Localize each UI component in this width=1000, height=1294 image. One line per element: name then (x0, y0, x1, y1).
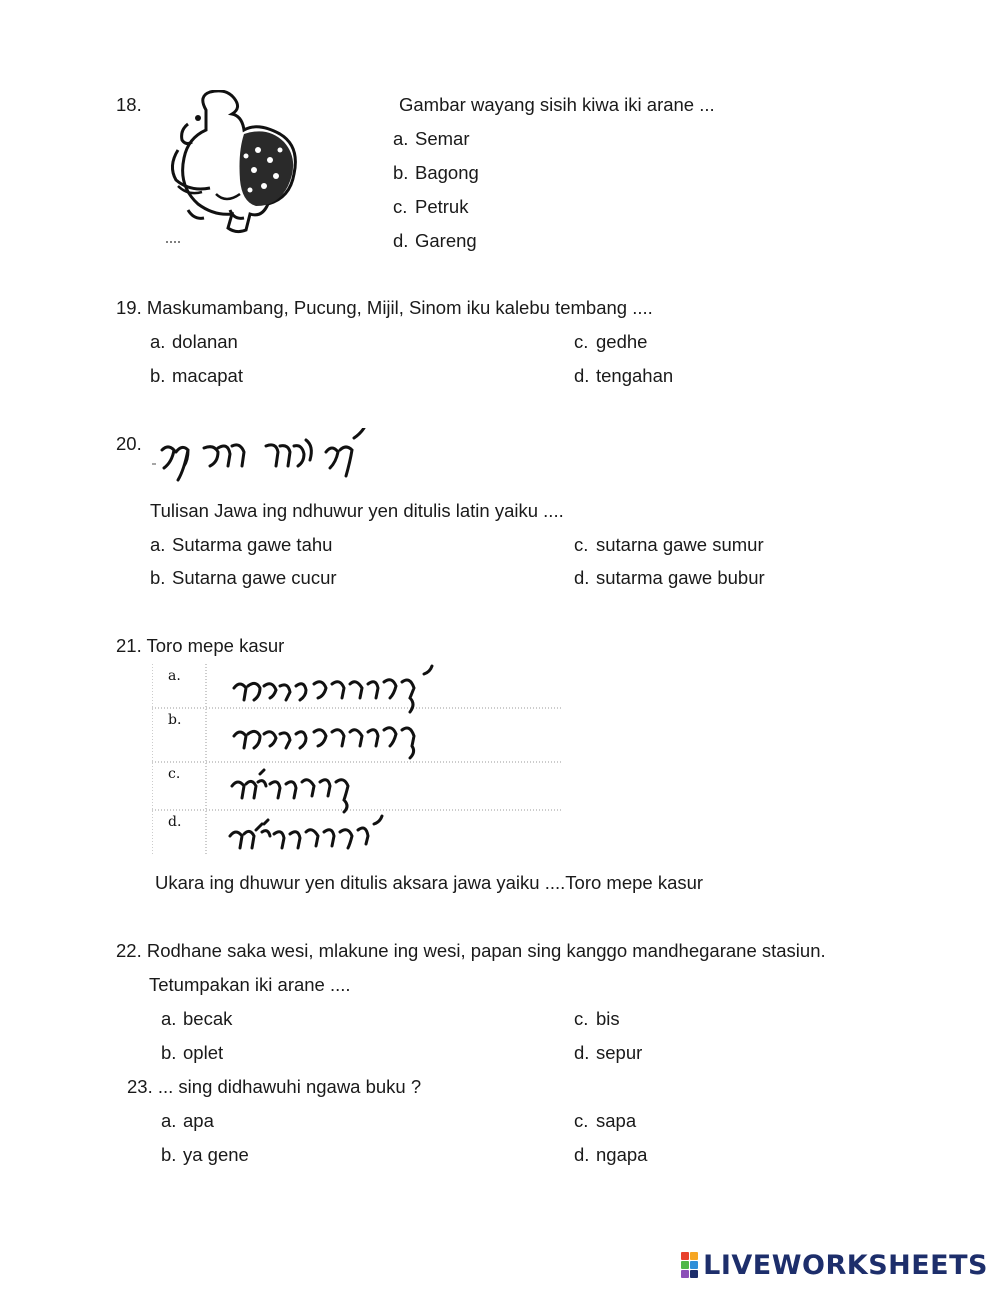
logo-square (690, 1252, 698, 1260)
option-letter: b. (150, 365, 166, 386)
javanese-option-b (234, 728, 414, 758)
javanese-option-c (232, 770, 348, 812)
q22-question-line2: Tetumpakan iki arane .... (149, 974, 351, 995)
q20-number: 20. (116, 433, 142, 454)
q20-question: Tulisan Jawa ing ndhuwur yen ditulis latin yaiku .... (150, 500, 564, 521)
q22-question-line1: 22. Rodhane saka wesi, mlakune ing wesi, papan sing kanggo mandhegarane stasiun. (116, 940, 826, 961)
q23-option-c[interactable] (574, 1110, 636, 1132)
option-text: sutarna gawe sumur (596, 534, 764, 555)
option-letter: a. (161, 1008, 177, 1029)
q23-question: 23. ... sing didhawuhi ngawa buku ? (127, 1076, 422, 1097)
option-letter: d. (574, 567, 590, 588)
option-letter: d. (574, 365, 590, 386)
option-letter: c. (393, 196, 408, 217)
javanese-option-d (230, 816, 382, 848)
option-letter: c. (574, 331, 589, 352)
liveworksheets-logo-icon (681, 1252, 698, 1278)
option-text: bis (596, 1008, 620, 1029)
option-text: oplet (183, 1042, 224, 1063)
option-letter: b. (393, 162, 409, 183)
table-letter-d: d. (168, 814, 182, 830)
option-letter: a. (150, 534, 166, 555)
q20-option-a[interactable] (150, 534, 332, 556)
q20-option-b[interactable] (150, 567, 337, 589)
option-letter: a. (150, 331, 166, 352)
table-letter-c: c. (168, 766, 181, 782)
javanese-script-image (148, 428, 378, 489)
option-text: Semar (415, 128, 470, 149)
option-text: sepur (596, 1042, 643, 1063)
option-text: Sutarna gawe cucur (172, 567, 337, 588)
option-text: ngapa (596, 1144, 648, 1165)
option-text: Bagong (415, 162, 479, 183)
javanese-option-a (234, 666, 432, 712)
q18-number: 18. (116, 94, 142, 115)
q22-option-a[interactable] (161, 1008, 232, 1030)
option-letter: d. (574, 1042, 590, 1063)
option-text: sutarma gawe bubur (596, 567, 765, 588)
q23-option-d[interactable] (574, 1144, 647, 1166)
option-letter: d. (574, 1144, 590, 1165)
q23-option-b[interactable] (161, 1144, 249, 1166)
logo-text: LIVEWORKSHEETS (703, 1249, 988, 1281)
javanese-options-table (152, 664, 562, 856)
option-text: gedhe (596, 331, 648, 352)
option-letter: c. (574, 1008, 589, 1029)
table-letter-a: a. (168, 668, 181, 684)
q18-option-d[interactable] (393, 230, 477, 252)
option-text: Sutarma gawe tahu (172, 534, 333, 555)
option-letter: a. (393, 128, 409, 149)
q20-option-d[interactable] (574, 567, 765, 589)
q22-option-c[interactable] (574, 1008, 620, 1030)
option-letter: b. (161, 1144, 177, 1165)
logo-square (690, 1270, 698, 1278)
option-letter: c. (574, 1110, 589, 1131)
wayang-figure-icon (158, 90, 308, 255)
q21-instruction: Ukara ing dhuwur yen ditulis aksara jawa yaiku ....Toro mepe kasur (155, 872, 704, 893)
q19-question: 19. Maskumambang, Pucung, Mijil, Sinom iku kalebu tembang .... (116, 297, 653, 318)
option-letter: b. (161, 1042, 177, 1063)
q22-option-b[interactable] (161, 1042, 223, 1064)
q23-option-a[interactable] (161, 1110, 214, 1132)
q19-option-a[interactable] (150, 331, 238, 353)
logo-square (681, 1261, 689, 1269)
q18-option-a[interactable] (393, 128, 470, 150)
liveworksheets-logo[interactable] (681, 1250, 988, 1280)
option-text: dolanan (172, 331, 238, 352)
option-text: apa (183, 1110, 214, 1131)
option-text: ya gene (183, 1144, 249, 1165)
logo-square (690, 1261, 698, 1269)
logo-square (681, 1270, 689, 1278)
option-text: Gareng (415, 230, 477, 251)
q19-option-d[interactable] (574, 365, 673, 387)
q18-option-c[interactable] (393, 196, 468, 218)
q19-option-b[interactable] (150, 365, 243, 387)
q18-question: Gambar wayang sisih kiwa iki arane ... (399, 94, 715, 115)
option-text: tengahan (596, 365, 674, 386)
option-text: macapat (172, 365, 243, 386)
q21-question: 21. Toro mepe kasur (116, 635, 285, 656)
q18-option-b[interactable] (393, 162, 479, 184)
q19-option-c[interactable] (574, 331, 647, 353)
logo-square (681, 1252, 689, 1260)
option-letter: a. (161, 1110, 177, 1131)
option-text: Petruk (415, 196, 469, 217)
option-text: becak (183, 1008, 233, 1029)
option-letter: c. (574, 534, 589, 555)
table-letter-b: b. (168, 712, 182, 728)
option-text: sapa (596, 1110, 637, 1131)
q20-option-c[interactable] (574, 534, 764, 556)
option-letter: d. (393, 230, 409, 251)
option-letter: b. (150, 567, 166, 588)
q22-option-d[interactable] (574, 1042, 642, 1064)
